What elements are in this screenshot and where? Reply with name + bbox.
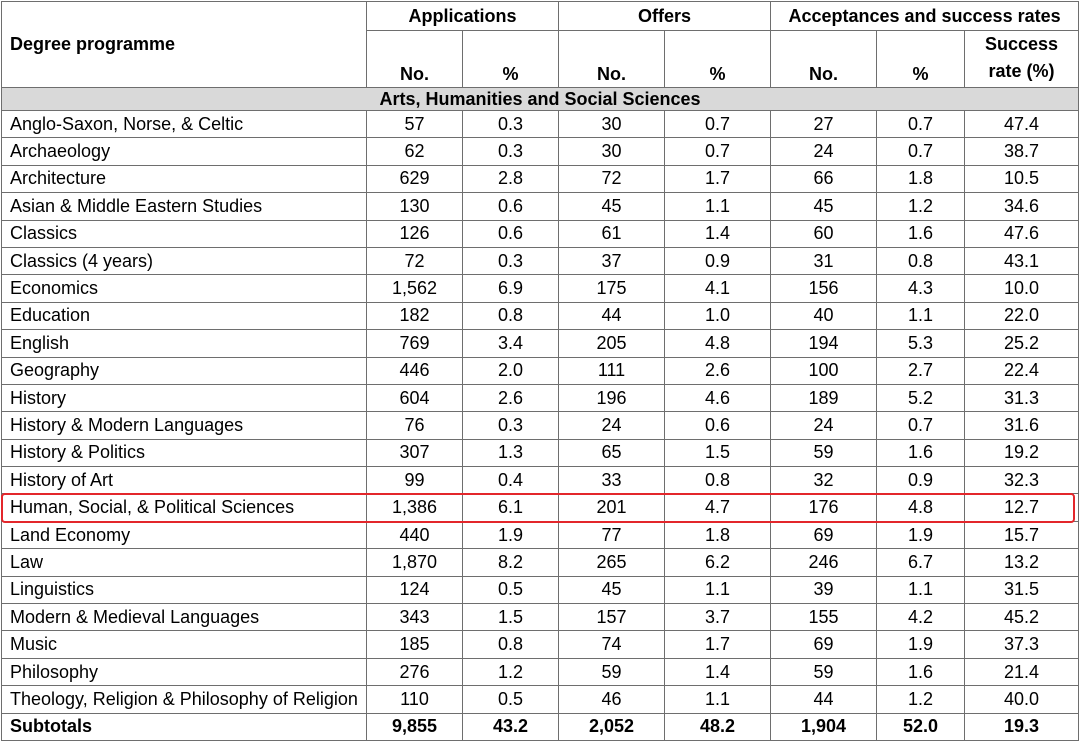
value-cell: 6.7 xyxy=(877,549,965,576)
value-cell: 1.7 xyxy=(665,165,771,192)
value-cell: 0.8 xyxy=(665,467,771,494)
value-cell: 265 xyxy=(559,549,665,576)
value-cell: 1.5 xyxy=(665,439,771,466)
table-row xyxy=(2,439,1079,466)
value-cell: 1.6 xyxy=(877,439,965,466)
value-cell: 6.1 xyxy=(463,494,559,521)
value-cell: 5.2 xyxy=(877,384,965,411)
degree-programme-header: Degree programme xyxy=(2,2,367,88)
value-cell: 156 xyxy=(771,275,877,302)
value-cell: 0.3 xyxy=(463,138,559,165)
value-cell: 19.2 xyxy=(965,439,1079,466)
value-cell: 4.8 xyxy=(877,494,965,521)
table-row xyxy=(2,302,1079,329)
value-cell: 24 xyxy=(771,138,877,165)
value-cell: 1.6 xyxy=(877,220,965,247)
value-cell: 155 xyxy=(771,604,877,631)
value-cell: 22.0 xyxy=(965,302,1079,329)
value-cell: 8.2 xyxy=(463,549,559,576)
value-cell: 32 xyxy=(771,467,877,494)
value-cell: 48.2 xyxy=(665,713,771,740)
value-cell: 276 xyxy=(367,658,463,685)
value-cell: 0.3 xyxy=(463,111,559,138)
value-cell: 1.1 xyxy=(877,576,965,603)
value-cell: 0.8 xyxy=(463,302,559,329)
programme-cell: Linguistics xyxy=(2,576,367,603)
table-row xyxy=(2,412,1079,439)
value-cell: 307 xyxy=(367,439,463,466)
programme-cell: History & Modern Languages xyxy=(2,412,367,439)
programme-cell: Archaeology xyxy=(2,138,367,165)
offers-pct-header: % xyxy=(665,31,771,88)
value-cell: 4.6 xyxy=(665,384,771,411)
success-rate-line2: rate (%) xyxy=(988,61,1055,81)
value-cell: 1.8 xyxy=(665,521,771,548)
value-cell: 0.5 xyxy=(463,686,559,713)
value-cell: 2,052 xyxy=(559,713,665,740)
value-cell: 72 xyxy=(367,247,463,274)
value-cell: 1.3 xyxy=(463,439,559,466)
value-cell: 31.3 xyxy=(965,384,1079,411)
value-cell: 2.6 xyxy=(463,384,559,411)
value-cell: 175 xyxy=(559,275,665,302)
value-cell: 69 xyxy=(771,631,877,658)
value-cell: 59 xyxy=(559,658,665,685)
value-cell: 44 xyxy=(559,302,665,329)
value-cell: 1.1 xyxy=(665,686,771,713)
programme-cell: Geography xyxy=(2,357,367,384)
value-cell: 24 xyxy=(771,412,877,439)
value-cell: 6.9 xyxy=(463,275,559,302)
value-cell: 57 xyxy=(367,111,463,138)
table-row xyxy=(2,220,1079,247)
value-cell: 74 xyxy=(559,631,665,658)
value-cell: 2.0 xyxy=(463,357,559,384)
value-cell: 10.0 xyxy=(965,275,1079,302)
acceptances-header: Acceptances and success rates xyxy=(771,2,1079,31)
programme-cell: History & Politics xyxy=(2,439,367,466)
value-cell: 2.8 xyxy=(463,165,559,192)
value-cell: 1,386 xyxy=(367,494,463,521)
value-cell: 1.9 xyxy=(463,521,559,548)
value-cell: 39 xyxy=(771,576,877,603)
value-cell: 21.4 xyxy=(965,658,1079,685)
value-cell: 1.4 xyxy=(665,220,771,247)
table-row xyxy=(2,384,1079,411)
applications-no-header: No. xyxy=(367,31,463,88)
value-cell: 1,870 xyxy=(367,549,463,576)
value-cell: 769 xyxy=(367,330,463,357)
programme-cell: Economics xyxy=(2,275,367,302)
table-body xyxy=(2,88,1079,741)
section-title: Arts, Humanities and Social Sciences xyxy=(2,88,1079,111)
value-cell: 629 xyxy=(367,165,463,192)
value-cell: 3.7 xyxy=(665,604,771,631)
table-row xyxy=(2,658,1079,685)
value-cell: 40 xyxy=(771,302,877,329)
value-cell: 0.7 xyxy=(665,111,771,138)
table-row xyxy=(2,631,1079,658)
table-row xyxy=(2,549,1079,576)
value-cell: 30 xyxy=(559,138,665,165)
value-cell: 185 xyxy=(367,631,463,658)
value-cell: 37 xyxy=(559,247,665,274)
value-cell: 65 xyxy=(559,439,665,466)
programme-cell: Human, Social, & Political Sciences xyxy=(2,494,367,521)
value-cell: 47.6 xyxy=(965,220,1079,247)
value-cell: 47.4 xyxy=(965,111,1079,138)
applications-pct-header: % xyxy=(463,31,559,88)
table-row xyxy=(2,111,1079,138)
value-cell: 604 xyxy=(367,384,463,411)
value-cell: 194 xyxy=(771,330,877,357)
value-cell: 130 xyxy=(367,193,463,220)
table-row xyxy=(2,247,1079,274)
value-cell: 201 xyxy=(559,494,665,521)
value-cell: 15.7 xyxy=(965,521,1079,548)
value-cell: 43.2 xyxy=(463,713,559,740)
value-cell: 0.7 xyxy=(877,138,965,165)
subtotal-row xyxy=(2,713,1079,740)
value-cell: 43.1 xyxy=(965,247,1079,274)
value-cell: 45 xyxy=(559,193,665,220)
value-cell: 27 xyxy=(771,111,877,138)
value-cell: 1.8 xyxy=(877,165,965,192)
value-cell: 46 xyxy=(559,686,665,713)
programme-cell: Theology, Religion & Philosophy of Religion xyxy=(2,686,367,713)
value-cell: 1.9 xyxy=(877,521,965,548)
acceptances-pct-header: % xyxy=(877,31,965,88)
value-cell: 45 xyxy=(771,193,877,220)
value-cell: 0.4 xyxy=(463,467,559,494)
table-row xyxy=(2,330,1079,357)
value-cell: 31.6 xyxy=(965,412,1079,439)
value-cell: 37.3 xyxy=(965,631,1079,658)
value-cell: 100 xyxy=(771,357,877,384)
value-cell: 4.7 xyxy=(665,494,771,521)
value-cell: 1.5 xyxy=(463,604,559,631)
value-cell: 59 xyxy=(771,658,877,685)
programme-cell: Architecture xyxy=(2,165,367,192)
value-cell: 5.3 xyxy=(877,330,965,357)
table-row xyxy=(2,357,1079,384)
table-row xyxy=(2,604,1079,631)
success-rate-header xyxy=(965,31,1079,88)
value-cell: 2.7 xyxy=(877,357,965,384)
programme-cell: Anglo-Saxon, Norse, & Celtic xyxy=(2,111,367,138)
table-row xyxy=(2,467,1079,494)
value-cell: 77 xyxy=(559,521,665,548)
value-cell: 9,855 xyxy=(367,713,463,740)
value-cell: 52.0 xyxy=(877,713,965,740)
value-cell: 59 xyxy=(771,439,877,466)
value-cell: 1.6 xyxy=(877,658,965,685)
value-cell: 196 xyxy=(559,384,665,411)
programme-cell: History xyxy=(2,384,367,411)
value-cell: 10.5 xyxy=(965,165,1079,192)
table-row xyxy=(2,165,1079,192)
value-cell: 3.4 xyxy=(463,330,559,357)
value-cell: 111 xyxy=(559,357,665,384)
value-cell: 72 xyxy=(559,165,665,192)
value-cell: 1.7 xyxy=(665,631,771,658)
offers-header: Offers xyxy=(559,2,771,31)
value-cell: 343 xyxy=(367,604,463,631)
value-cell: 446 xyxy=(367,357,463,384)
value-cell: 1.1 xyxy=(665,576,771,603)
programme-cell: Philosophy xyxy=(2,658,367,685)
value-cell: 22.4 xyxy=(965,357,1079,384)
table-row xyxy=(2,138,1079,165)
value-cell: 4.2 xyxy=(877,604,965,631)
table-row xyxy=(2,686,1079,713)
value-cell: 38.7 xyxy=(965,138,1079,165)
programme-cell: Education xyxy=(2,302,367,329)
programme-cell: Classics (4 years) xyxy=(2,247,367,274)
value-cell: 0.8 xyxy=(877,247,965,274)
programme-cell: History of Art xyxy=(2,467,367,494)
admissions-table xyxy=(1,1,1079,741)
value-cell: 0.9 xyxy=(665,247,771,274)
table-row xyxy=(2,494,1079,521)
value-cell: 126 xyxy=(367,220,463,247)
value-cell: 44 xyxy=(771,686,877,713)
value-cell: 34.6 xyxy=(965,193,1079,220)
value-cell: 0.3 xyxy=(463,247,559,274)
value-cell: 1.1 xyxy=(665,193,771,220)
value-cell: 1,562 xyxy=(367,275,463,302)
acceptances-no-header: No. xyxy=(771,31,877,88)
value-cell: 62 xyxy=(367,138,463,165)
subtotal-label: Subtotals xyxy=(2,713,367,740)
value-cell: 4.1 xyxy=(665,275,771,302)
value-cell: 176 xyxy=(771,494,877,521)
value-cell: 12.7 xyxy=(965,494,1079,521)
value-cell: 4.3 xyxy=(877,275,965,302)
value-cell: 13.2 xyxy=(965,549,1079,576)
value-cell: 0.6 xyxy=(463,220,559,247)
value-cell: 19.3 xyxy=(965,713,1079,740)
value-cell: 182 xyxy=(367,302,463,329)
value-cell: 1.2 xyxy=(877,193,965,220)
value-cell: 25.2 xyxy=(965,330,1079,357)
table-row xyxy=(2,521,1079,548)
value-cell: 1,904 xyxy=(771,713,877,740)
value-cell: 205 xyxy=(559,330,665,357)
value-cell: 440 xyxy=(367,521,463,548)
value-cell: 99 xyxy=(367,467,463,494)
offers-no-header: No. xyxy=(559,31,665,88)
success-rate-line1: Success xyxy=(985,34,1059,54)
programme-cell: English xyxy=(2,330,367,357)
value-cell: 33 xyxy=(559,467,665,494)
programme-cell: Classics xyxy=(2,220,367,247)
value-cell: 246 xyxy=(771,549,877,576)
table-header xyxy=(2,2,1079,88)
value-cell: 6.2 xyxy=(665,549,771,576)
value-cell: 40.0 xyxy=(965,686,1079,713)
value-cell: 0.7 xyxy=(877,111,965,138)
value-cell: 45 xyxy=(559,576,665,603)
value-cell: 31 xyxy=(771,247,877,274)
value-cell: 2.6 xyxy=(665,357,771,384)
table-row xyxy=(2,193,1079,220)
value-cell: 24 xyxy=(559,412,665,439)
value-cell: 1.0 xyxy=(665,302,771,329)
value-cell: 1.2 xyxy=(877,686,965,713)
value-cell: 0.5 xyxy=(463,576,559,603)
table-row xyxy=(2,576,1079,603)
programme-cell: Law xyxy=(2,549,367,576)
value-cell: 76 xyxy=(367,412,463,439)
value-cell: 0.3 xyxy=(463,412,559,439)
value-cell: 157 xyxy=(559,604,665,631)
value-cell: 124 xyxy=(367,576,463,603)
value-cell: 0.7 xyxy=(665,138,771,165)
value-cell: 0.8 xyxy=(463,631,559,658)
programme-cell: Music xyxy=(2,631,367,658)
value-cell: 0.9 xyxy=(877,467,965,494)
value-cell: 30 xyxy=(559,111,665,138)
programme-cell: Asian & Middle Eastern Studies xyxy=(2,193,367,220)
value-cell: 61 xyxy=(559,220,665,247)
programme-cell: Land Economy xyxy=(2,521,367,548)
table-row xyxy=(2,275,1079,302)
value-cell: 110 xyxy=(367,686,463,713)
value-cell: 0.7 xyxy=(877,412,965,439)
value-cell: 4.8 xyxy=(665,330,771,357)
programme-cell: Modern & Medieval Languages xyxy=(2,604,367,631)
value-cell: 0.6 xyxy=(665,412,771,439)
applications-header: Applications xyxy=(367,2,559,31)
value-cell: 45.2 xyxy=(965,604,1079,631)
value-cell: 189 xyxy=(771,384,877,411)
value-cell: 0.6 xyxy=(463,193,559,220)
value-cell: 60 xyxy=(771,220,877,247)
value-cell: 31.5 xyxy=(965,576,1079,603)
value-cell: 66 xyxy=(771,165,877,192)
value-cell: 32.3 xyxy=(965,467,1079,494)
value-cell: 1.9 xyxy=(877,631,965,658)
value-cell: 1.2 xyxy=(463,658,559,685)
value-cell: 69 xyxy=(771,521,877,548)
value-cell: 1.1 xyxy=(877,302,965,329)
value-cell: 1.4 xyxy=(665,658,771,685)
